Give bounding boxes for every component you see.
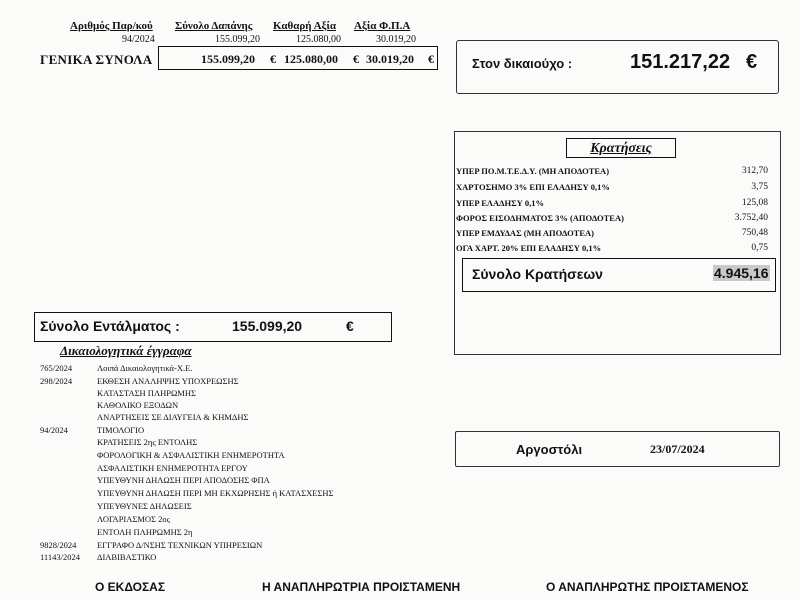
document-item: ΚΡΑΤΗΣΕΙΣ 2ης ΕΝΤΟΛΗΣ [97, 437, 198, 447]
place: Αργοστόλι [516, 442, 583, 457]
document-item: ΚΑΤΑΣΤΑΣΗ ΠΛΗΡΩΜΗΣ [97, 388, 196, 398]
supporting-documents-title: Δικαιολογητικά έγγραφα [60, 343, 192, 358]
deduction-value: 3,75 [751, 182, 768, 192]
signature-deputy-head-m: Ο ΑΝΑΠΛΗΡΩΤΗΣ ΠΡΟΙΣΤΑΜΕΝΟΣ [546, 580, 749, 594]
row-net: 125.080,00 [296, 34, 341, 45]
deductions-sum-label: Σύνολο Κρατήσεων [472, 266, 603, 282]
deduction-label: ΦΟΡΟΣ ΕΙΣΟΔΗΜΑΤΟΣ 3% (ΑΠΟΔΟΤΕΑ) [456, 213, 624, 223]
deduction-value: 750,48 [741, 228, 768, 238]
document-item: ΕΚΘΕΣΗ ΑΝΑΛΗΨΗΣ ΥΠΟΧΡΕΩΣΗΣ [97, 376, 239, 386]
deductions-sum-value: 4.945,16 [714, 265, 769, 281]
deduction-value: 3.752,40 [734, 213, 768, 223]
deduction-label: ΟΓΑ ΧΑΡΤ. 20% ΕΠΙ ΕΛΑΔΗΣΥ 0,1% [456, 243, 602, 253]
deductions-title: Κρατήσεις [590, 141, 652, 156]
warrant-total-label: Σύνολο Εντάλματος : [40, 318, 180, 334]
currency-symbol: € [428, 52, 434, 66]
document-item: Λοιπά Δικαιολογητικά-Χ.Ε. [97, 363, 193, 373]
grand-total-value: 155.099,20 [201, 52, 255, 66]
document-item: ΥΠΕΥΘΥΝΕΣ ΔΗΛΩΣΕΙΣ [97, 501, 192, 511]
beneficiary-currency: € [746, 51, 758, 73]
document-item: ΚΑΘΟΛΙΚΟ ΕΞΟΔΩΝ [97, 400, 179, 410]
currency-symbol: € [353, 52, 359, 66]
document-item: ΕΓΓΡΑΦΟ Δ/ΝΣΗΣ ΤΕΧΝΙΚΩΝ ΥΠΗΡΕΣΙΩΝ [97, 540, 263, 550]
document-number: 765/2024 [40, 363, 73, 373]
document-item: ΔΙΑΒΙΒΑΣΤΙΚΟ [97, 552, 157, 562]
header-vat-value: Αξία Φ.Π.Α [354, 20, 411, 32]
place-date-box [455, 431, 780, 467]
document-number: 94/2024 [40, 425, 68, 435]
deduction-value: 0,75 [751, 243, 768, 253]
deduction-label: ΥΠΕΡ ΕΛΑΔΗΣΥ 0,1% [456, 198, 545, 208]
document-item: ΦΟΡΟΛΟΓΙΚΗ & ΑΣΦΑΛΙΣΤΙΚΗ ΕΝΗΜΕΡΟΤΗΤΑ [97, 450, 285, 460]
grand-totals-label: ΓΕΝΙΚΑ ΣΥΝΟΛΑ [40, 52, 153, 67]
warrant-total-amount: 155.099,20 [232, 318, 303, 334]
document-number: 298/2024 [40, 376, 73, 386]
header-net-value: Καθαρή Αξία [273, 20, 337, 32]
warrant-total-currency: € [346, 318, 354, 334]
deduction-value: 125,08 [741, 198, 768, 208]
document-item: ΥΠΕΥΘΥΝΗ ΔΗΛΩΣΗ ΠΕΡΙ ΑΠΟΔΟΣΗΣ ΦΠΑ [97, 475, 270, 485]
document-item: ΥΠΕΥΘΥΝΗ ΔΗΛΩΣΗ ΠΕΡΙ ΜΗ ΕΚΧΩΡΗΣΗΣ ή ΚΑΤΑΣΧΕΣΗΣ [97, 488, 334, 498]
document-number: 11143/2024 [40, 552, 80, 562]
currency-symbol: € [270, 52, 276, 66]
document-item: ΑΝΑΡΤΗΣΕΙΣ ΣΕ ΔΙΑΥΓΕΙΑ & ΚΗΜΔΗΣ [97, 412, 249, 422]
deductions-title-frame [566, 138, 676, 158]
header-invoice-no: Αριθμός Παρ/κού [70, 20, 153, 32]
document-item: ΕΝΤΟΛΗ ΠΛΗΡΩΜΗΣ 2η [97, 527, 193, 537]
beneficiary-label: Στον δικαιούχο : [472, 56, 573, 71]
signature-issuer: Ο ΕΚΔΟΣΑΣ [95, 580, 166, 594]
row-vat: 30.019,20 [376, 34, 416, 45]
deduction-label: ΧΑΡΤΟΣΗΜΟ 3% ΕΠΙ ΕΛΑΔΗΣΥ 0,1% [456, 182, 610, 192]
header-total-cost: Σύνολο Δαπάνης [175, 20, 253, 32]
grand-net-value: 125.080,00 [284, 52, 338, 66]
document-number: 9828/2024 [40, 540, 77, 550]
invoice-number: 94/2024 [122, 34, 155, 45]
date: 23/07/2024 [650, 442, 705, 456]
document-item: ΤΙΜΟΛΟΓΙΟ [97, 425, 145, 435]
deduction-label: ΥΠΕΡ ΠΟ.Μ.Τ.Ε.Δ.Υ. (ΜΗ ΑΠΟΔΟΤΕΑ) [456, 166, 610, 176]
deduction-value: 312,70 [741, 166, 768, 176]
signature-deputy-head-f: Η ΑΝΑΠΛΗΡΩΤΡΙΑ ΠΡΟΙΣΤΑΜΕΝΗ [262, 580, 461, 594]
row-total: 155.099,20 [215, 34, 260, 45]
beneficiary-amount: 151.217,22 [630, 51, 731, 73]
grand-vat-value: 30.019,20 [366, 52, 414, 66]
document-item: ΑΣΦΑΛΙΣΤΙΚΗ ΕΝΗΜΕΡΟΤΗΤΑ ΕΡΓΟΥ [97, 463, 248, 473]
document-item: ΛΟΓΑΡΙΑΣΜΟΣ 2ος [97, 514, 170, 524]
deduction-label: ΥΠΕΡ ΕΜΔΥΔΑΣ (ΜΗ ΑΠΟΔΟΤΕΑ) [456, 228, 594, 238]
